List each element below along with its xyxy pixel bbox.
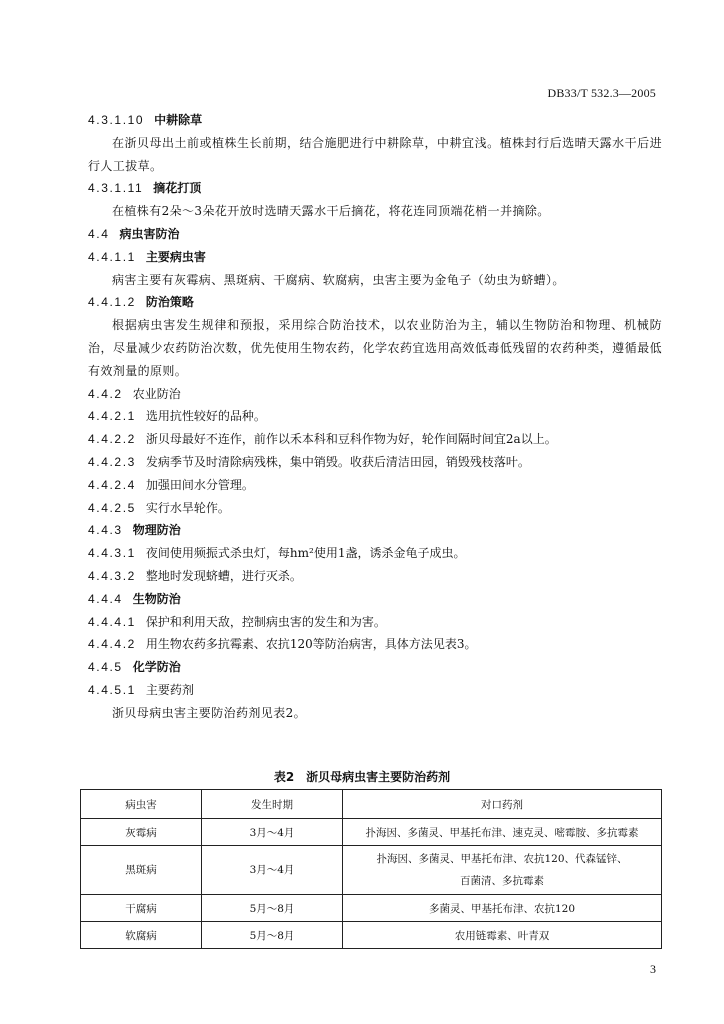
agent-list bbox=[343, 846, 662, 895]
occurrence-period: 3月～4月 bbox=[202, 819, 343, 846]
heading-title: 中耕除草 bbox=[154, 113, 203, 127]
agent-list: 多菌灵、甲基托布津、农抗120 bbox=[343, 895, 662, 922]
agent-list: 农用链霉素、叶青双 bbox=[343, 922, 662, 949]
clause-number: 4.4.2.1 bbox=[88, 409, 136, 424]
clause-item bbox=[88, 633, 662, 656]
header-pest: 病虫害 bbox=[81, 790, 202, 819]
body-paragraph: 病害主要有灰霉病、黑斑病、干腐病、软腐病，虫害主要为金龟子（幼虫为蛴螬）。 bbox=[112, 272, 565, 287]
table-row bbox=[81, 895, 662, 922]
agent-line: 扑海因、多菌灵、甲基托布津、农抗120、代森锰锌、 bbox=[376, 853, 628, 865]
section-heading bbox=[88, 109, 662, 132]
clause-item bbox=[88, 451, 662, 474]
heading-title: 化学防治 bbox=[132, 660, 181, 675]
heading-title: 摘花打顶 bbox=[153, 181, 202, 196]
occurrence-period: 5月～8月 bbox=[202, 895, 343, 922]
pest-name: 黑斑病 bbox=[81, 846, 202, 895]
clause-text: 发病季节及时清除病残株，集中销毁。收获后清洁田园，销毁残枝落叶。 bbox=[145, 454, 530, 469]
clause-item bbox=[88, 497, 662, 520]
clause-item bbox=[88, 565, 662, 588]
section-heading bbox=[88, 656, 662, 679]
clause-number: 4.4.4 bbox=[88, 591, 123, 606]
heading-title: 物理防治 bbox=[132, 523, 181, 538]
agent-line: 百菌清、多抗霉素 bbox=[460, 875, 544, 887]
table-row bbox=[81, 922, 662, 949]
clause-item bbox=[88, 611, 662, 634]
page-number: 3 bbox=[650, 962, 656, 976]
document-body bbox=[88, 109, 662, 725]
clause-number: 4.4.3.1 bbox=[88, 546, 136, 561]
clause-number: 4.4.2.3 bbox=[88, 454, 136, 469]
header-period: 发生时期 bbox=[202, 790, 343, 819]
clause-number: 4.4.2.5 bbox=[88, 500, 136, 515]
clause-number: 4.3.1.11 bbox=[88, 181, 144, 196]
heading-title: 主要病虫害 bbox=[145, 249, 206, 264]
clause-text: 加强田间水分管理。 bbox=[145, 477, 254, 492]
section-heading bbox=[88, 519, 662, 542]
section-heading bbox=[88, 291, 662, 314]
body-paragraph: 在浙贝母出土前或植株生长前期，结合施肥进行中耕除草，中耕宜浅。植株封行后选晴天露水干后进行人工拔草。 bbox=[88, 135, 662, 173]
heading-title: 防治策略 bbox=[145, 295, 194, 310]
clause-item bbox=[88, 383, 662, 406]
clause-text: 夜间使用频振式杀虫灯，每hm²使用1盏，诱杀金龟子成虫。 bbox=[145, 546, 466, 561]
header-agents: 对口药剂 bbox=[343, 790, 662, 819]
occurrence-period: 3月～4月 bbox=[202, 846, 343, 895]
heading-title: 病虫害防治 bbox=[119, 226, 180, 241]
clause-number: 4.4.4.2 bbox=[88, 637, 136, 652]
clause-item bbox=[88, 679, 662, 702]
clause-number: 4.4.2.4 bbox=[88, 477, 136, 492]
clause-text: 实行水旱轮作。 bbox=[145, 500, 230, 515]
clause-number: 4.4.5 bbox=[88, 660, 123, 675]
occurrence-period: 5月～8月 bbox=[202, 922, 343, 949]
pest-name: 灰霉病 bbox=[81, 819, 202, 846]
table-row bbox=[81, 819, 662, 846]
clause-number: 4.4.3.2 bbox=[88, 568, 136, 583]
clause-text: 整地时发现蛴螬，进行灭杀。 bbox=[145, 568, 302, 583]
section-heading bbox=[88, 177, 662, 200]
clause-text: 用生物农药多抗霉素、农抗120等防治病害，具体方法见表3。 bbox=[145, 637, 477, 652]
heading-title: 生物防治 bbox=[132, 591, 181, 606]
body-paragraph: 根据病虫害发生规律和预报，采用综合防治技术，以农业防治为主，辅以生物防治和物理、机械防治，尽量减少农药防治次数，优先使用生物农药，化学农药宜选用高效低毒低残留的农药种类，遵循最低有效剂量的原则。 bbox=[88, 318, 662, 378]
body-paragraph: 在植株有2朵～3朵花开放时选晴天露水干后摘花，将花连同顶端花梢一并摘除。 bbox=[112, 204, 550, 219]
section-heading bbox=[88, 223, 662, 246]
body-paragraph: 浙贝母病虫害主要防治药剂见表2。 bbox=[112, 705, 307, 720]
pest-name: 软腐病 bbox=[81, 922, 202, 949]
clause-item bbox=[88, 405, 662, 428]
clause-number: 4.3.1.10 bbox=[88, 113, 145, 127]
clause-number: 4.4 bbox=[88, 226, 110, 241]
clause-item bbox=[88, 428, 662, 451]
clause-number: 4.4.4.1 bbox=[88, 614, 136, 629]
clause-text: 选用抗性较好的品种。 bbox=[145, 409, 266, 424]
clause-text: 农业防治 bbox=[132, 386, 181, 401]
clause-number: 4.4.3 bbox=[88, 523, 123, 538]
clause-item bbox=[88, 474, 662, 497]
section-heading bbox=[88, 246, 662, 269]
pesticide-table bbox=[80, 789, 662, 949]
clause-number: 4.4.1.2 bbox=[88, 295, 136, 310]
agent-list: 扑海因、多菌灵、甲基托布津、速克灵、嘧霉胺、多抗霉素 bbox=[343, 819, 662, 846]
section-heading bbox=[88, 588, 662, 611]
clause-item bbox=[88, 542, 662, 565]
clause-text: 主要药剂 bbox=[145, 682, 194, 697]
table-caption: 表2 浙贝母病虫害主要防治药剂 bbox=[273, 770, 451, 784]
clause-text: 保护和利用天敌，控制病虫害的发生和为害。 bbox=[145, 614, 386, 629]
clause-number: 4.4.2.2 bbox=[88, 432, 136, 447]
document-id-header: DB33/T 532.3—2005 bbox=[547, 86, 656, 100]
clause-number: 4.4.1.1 bbox=[88, 249, 136, 264]
clause-text: 浙贝母最好不连作，前作以禾本科和豆科作物为好，轮作间隔时间宜2a以上。 bbox=[145, 432, 557, 447]
table-row bbox=[81, 846, 662, 895]
pest-name: 干腐病 bbox=[81, 895, 202, 922]
clause-number: 4.4.2 bbox=[88, 386, 123, 401]
clause-number: 4.4.5.1 bbox=[88, 682, 136, 697]
